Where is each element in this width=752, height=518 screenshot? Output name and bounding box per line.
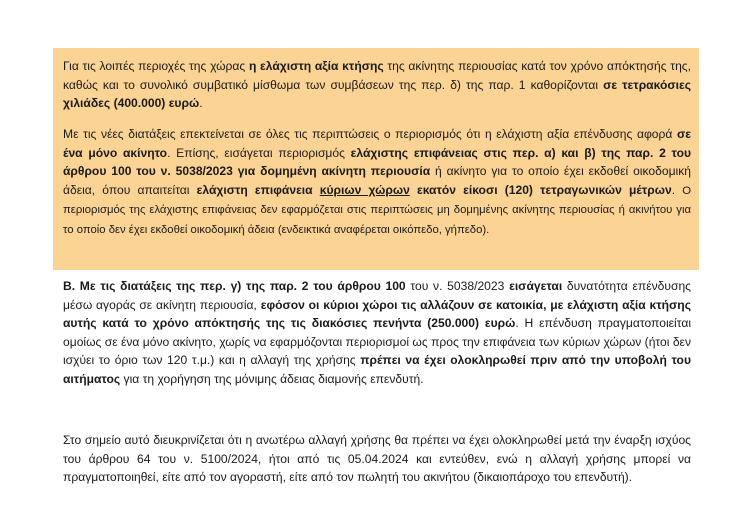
- bold-run: εισάγεται: [509, 279, 563, 293]
- bold-run: ελάχιστης επιφάνειας στις περ. α) και β) της παρ. 2 του άρθρου 100 του ν. 5038/2023 για δομημένη ακίνητη περιουσία: [63, 145, 692, 179]
- text-run: δυνατότητα επένδυσης μέσω αγοράς σε ακίνητη περιουσία,: [63, 279, 692, 312]
- text-run: . Η επένδυση πραγματοποιείται ομοίως σε ένα μόνο ακίνητο, χωρίς να εφαρμόζονται περιορισμοί ως προς την επιφάνεια των κύριων χώρων (ήτοι δεν ισχύει το όριο των 120 τ.μ.) και η αλλαγή της χρήσης: [63, 316, 692, 368]
- paragraph-section-b: [63, 277, 691, 389]
- bold-run: εφόσον οι κύριοι χώροι τις αλλάζουν σε κατοικία, με ελάχιστη αξία κτήσης αυτής κατά το χρόνο απόκτησής της τις διακόσιες πενήντα (250.000) ευρώ: [63, 297, 691, 331]
- paragraph-other-regions: [63, 57, 691, 113]
- text-run: Με τις νέες διατάξεις επεκτείνεται σε όλες τις περιπτώσεις ο περιορισμός ότι η ελάχιστη αξία επένδυσης αφορά: [63, 127, 677, 141]
- text-run: Στο σημείο αυτό διευκρινίζεται ότι η ανωτέρω αλλαγή χρήσης θα πρέπει να έχει ολοκληρωθεί μετά την έναρξη ισχύος του άρθρου 64 του ν. 5100/2024, ήτοι από τις 05.04.2024 και εντεύθεν, ενώ η αλλαγή χρήσης μπορεί να πραγματοποιηθεί, είτε από τον αγοραστή, είτε από τον πωλητή του ακινήτου (δικαιοπάροχο του επενδυτή).: [63, 433, 691, 485]
- text-run: .: [671, 182, 683, 197]
- bold-run: Β. Με τις διατάξεις της περ. γ) της παρ. 2 του άρθρου 100: [63, 279, 406, 293]
- bold-run: σε τετρακόσιες χιλιάδες (400.000) ευρώ: [63, 77, 692, 111]
- paragraph-new-provisions: [63, 125, 691, 240]
- text-run: της ακίνητης περιουσίας κατά τον χρόνο απόκτησής της, καθώς και το συνολικό συμβατικό μίσθωμα των συμβάσεων της περ. δ) της παρ. 1 καθορίζονται: [63, 59, 691, 92]
- paragraph-clarification: [63, 431, 691, 487]
- text-run: του ν. 5038/2023: [405, 279, 510, 293]
- underlined-run: κύριων χώρων: [319, 182, 410, 197]
- bold-run: πρέπει να έχει ολοκληρωθεί πριν από την υποβολή του αιτήματος: [63, 353, 691, 386]
- text-run: .: [199, 96, 203, 111]
- text-run: . Επίσης, εισάγεται περιορισμός: [167, 145, 351, 160]
- bold-run: σε ένα μόνο ακίνητο: [63, 127, 691, 160]
- small-text-run: Ο περιορισμός της ελάχιστης επιφάνειας δεν εφαρμόζεται στις περιπτώσεις μη δομημένης ακίνητης περιουσίας ή ακινήτου για το οποίο δεν έχει εκδοθεί οικοδομική άδεια (ενδεικτικά αναφέρεται οικόπεδο, γήπεδο).: [63, 184, 691, 236]
- bold-run: εκατόν είκοσι (120) τετραγωνικών μέτρων: [409, 182, 672, 197]
- text-run: Για τις λοιπές περιοχές της χώρας: [63, 59, 249, 73]
- bold-run: ελάχιστη επιφάνεια: [196, 182, 320, 197]
- text-run: για τη χορήγηση της μόνιμης άδειας διαμονής επενδυτή.: [120, 371, 424, 386]
- bold-run: η ελάχιστη αξία κτήσης: [248, 59, 384, 73]
- text-run: ή ακίνητο για το οποίο έχει εκδοθεί οικοδομική άδεια, όπου απαιτείται: [63, 164, 691, 197]
